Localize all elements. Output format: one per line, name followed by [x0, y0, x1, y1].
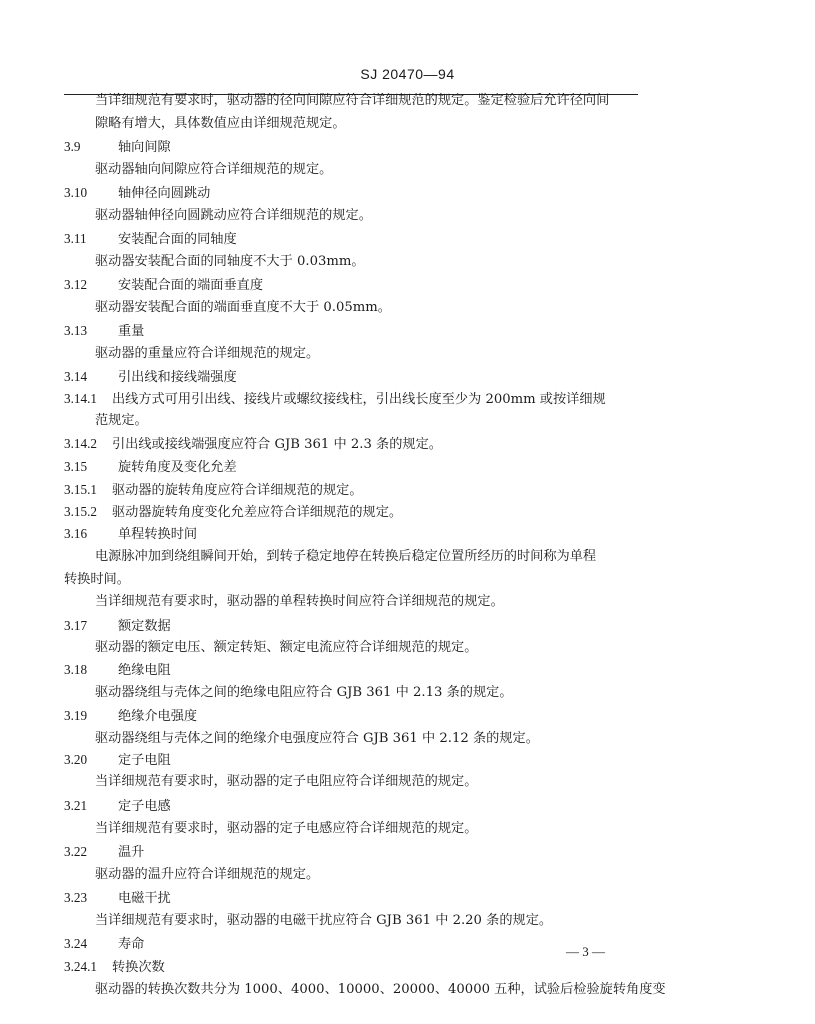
section-heading-line — [64, 958, 165, 977]
body-text-line — [95, 981, 666, 999]
line-text: 单程转换时间 — [118, 527, 198, 542]
line-text: 当详细规范有要求时，驱动器的单程转换时间应符合详细规范的规定。 — [95, 594, 504, 609]
body-text-line — [95, 207, 372, 225]
section-heading-line — [64, 661, 171, 680]
line-text: 驱动器的旋转角度应符合详细规范的规定。 — [112, 483, 363, 498]
section-number: 3.18 — [64, 662, 88, 677]
section-heading-line — [64, 322, 144, 341]
line-text: 驱动器的转换次数共分为 1000、4000、10000、20000、40000 五种，试验后检验旋转角度变 — [95, 982, 666, 997]
line-text: 驱动器旋转角度变化允差应符合详细规范的规定。 — [112, 505, 403, 520]
line-text: 引出线和接线端强度 — [118, 370, 237, 385]
body-text-line — [95, 684, 513, 702]
line-text: 驱动器轴伸径向圆跳动应符合详细规范的规定。 — [95, 208, 372, 223]
line-text: 驱动器的重量应符合详细规范的规定。 — [95, 346, 320, 361]
body-text-line — [95, 773, 477, 791]
line-text: 当详细规范有要求时，驱动器的定子电感应符合详细规范的规定。 — [95, 821, 478, 836]
line-text: 当详细规范有要求时，驱动器的电磁干扰应符合 GJB 361 中 2.20 条的规定。 — [95, 913, 553, 928]
line-text: 电源脉冲加到绕组瞬间开始，到转子稳定地停在转换后稳定位置所经历的时间称为单程 — [95, 549, 597, 564]
line-text: 额定数据 — [118, 619, 171, 634]
line-text: 范规定。 — [95, 413, 148, 428]
section-heading-line — [64, 481, 363, 500]
section-heading-line — [64, 617, 171, 636]
section-number: 3.20 — [64, 752, 88, 767]
line-text: 驱动器安装配合面的同轴度不大于 0.03mm。 — [95, 254, 365, 269]
section-number: 3.10 — [64, 185, 88, 200]
body-text-line — [95, 253, 365, 271]
line-text: 绝缘电阻 — [118, 663, 171, 678]
section-heading-line — [64, 390, 606, 409]
section-number: 3.24 — [64, 936, 88, 951]
section-number: 3.14.2 — [64, 436, 97, 451]
body-text-line — [95, 299, 391, 317]
line-text: 绝缘介电强度 — [118, 709, 198, 724]
section-number: 3.23 — [64, 890, 88, 905]
line-text: 驱动器的额定电压、额定转矩、额定电流应符合详细规范的规定。 — [95, 640, 478, 655]
section-heading-line — [64, 368, 237, 387]
section-number: 3.15.1 — [64, 482, 97, 497]
section-number: 3.9 — [64, 139, 81, 154]
body-text-line — [95, 115, 346, 133]
line-text: 电磁干扰 — [118, 891, 171, 906]
section-heading-line — [64, 184, 210, 203]
line-text: 转换次数 — [112, 960, 165, 975]
section-heading-line — [64, 525, 197, 544]
section-number: 3.19 — [64, 708, 88, 723]
body-text-line — [64, 571, 130, 589]
body-text-line — [95, 161, 332, 179]
line-text: 轴向间隙 — [118, 140, 171, 155]
section-number: 3.11 — [64, 231, 87, 246]
section-heading-line — [64, 843, 144, 862]
body-text-line — [95, 412, 148, 430]
section-number: 3.15 — [64, 459, 88, 474]
line-text: 定子电感 — [118, 799, 171, 814]
section-heading-line — [64, 797, 171, 816]
section-heading-line — [64, 707, 197, 726]
section-number: 3.24.1 — [64, 959, 97, 974]
body-text-line — [95, 593, 504, 611]
line-text: 当详细规范有要求时，驱动器的径向间隙应符合详细规范的规定。鉴定检验后允许径向间 — [95, 93, 610, 108]
body-text-line — [95, 639, 477, 657]
document-id: SJ 20470—94 — [360, 66, 455, 82]
section-heading-line — [64, 138, 171, 157]
page-number: — 3 — — [566, 944, 605, 959]
line-text: 出线方式可用引出线、接线片或螺纹接线柱，引出线长度至少为 200mm 或按详细规 — [112, 392, 606, 407]
section-number: 3.17 — [64, 618, 88, 633]
section-heading-line — [64, 935, 144, 954]
body-text-line — [95, 92, 609, 110]
line-text: 转换时间。 — [64, 572, 130, 587]
section-number: 3.22 — [64, 844, 88, 859]
section-number: 3.14 — [64, 369, 88, 384]
body-text-line — [95, 548, 596, 566]
line-text: 隙略有增大，具体数值应由详细规范规定。 — [95, 116, 346, 131]
line-text: 温升 — [118, 845, 145, 860]
section-number: 3.21 — [64, 798, 88, 813]
section-heading-line — [64, 503, 402, 522]
body-text-line — [95, 730, 539, 748]
section-number: 3.14.1 — [64, 391, 97, 406]
section-heading-line — [64, 230, 237, 249]
line-text: 驱动器的温升应符合详细规范的规定。 — [95, 867, 320, 882]
section-heading-line — [64, 435, 442, 454]
line-text: 旋转角度及变化允差 — [118, 460, 237, 475]
line-text: 安装配合面的端面垂直度 — [118, 278, 264, 293]
line-text: 当详细规范有要求时，驱动器的定子电阻应符合详细规范的规定。 — [95, 774, 478, 789]
body-text-line — [95, 866, 319, 884]
line-text: 引出线或接线端强度应符合 GJB 361 中 2.3 条的规定。 — [112, 437, 442, 452]
section-heading-line — [64, 276, 263, 295]
line-text: 安装配合面的同轴度 — [118, 232, 237, 247]
line-text: 驱动器轴向间隙应符合详细规范的规定。 — [95, 162, 333, 177]
section-number: 3.15.2 — [64, 504, 97, 519]
section-heading-line — [64, 751, 171, 770]
line-text: 驱动器绕组与壳体之间的绝缘电阻应符合 GJB 361 中 2.13 条的规定。 — [95, 685, 513, 700]
body-text-line — [95, 912, 552, 930]
line-text: 定子电阻 — [118, 753, 171, 768]
body-text-line — [95, 820, 477, 838]
page-header — [0, 66, 815, 82]
section-heading-line — [64, 889, 171, 908]
line-text: 寿命 — [118, 937, 145, 952]
line-text: 驱动器安装配合面的端面垂直度不大于 0.05mm。 — [95, 300, 391, 315]
line-text: 驱动器绕组与壳体之间的绝缘介电强度应符合 GJB 361 中 2.12 条的规定。 — [95, 731, 539, 746]
line-text: 轴伸径向圆跳动 — [118, 186, 211, 201]
section-number: 3.13 — [64, 323, 88, 338]
section-number: 3.12 — [64, 277, 88, 292]
section-number: 3.16 — [64, 526, 88, 541]
line-text: 重量 — [118, 324, 145, 339]
section-heading-line — [64, 458, 237, 477]
body-text-line — [95, 345, 319, 363]
